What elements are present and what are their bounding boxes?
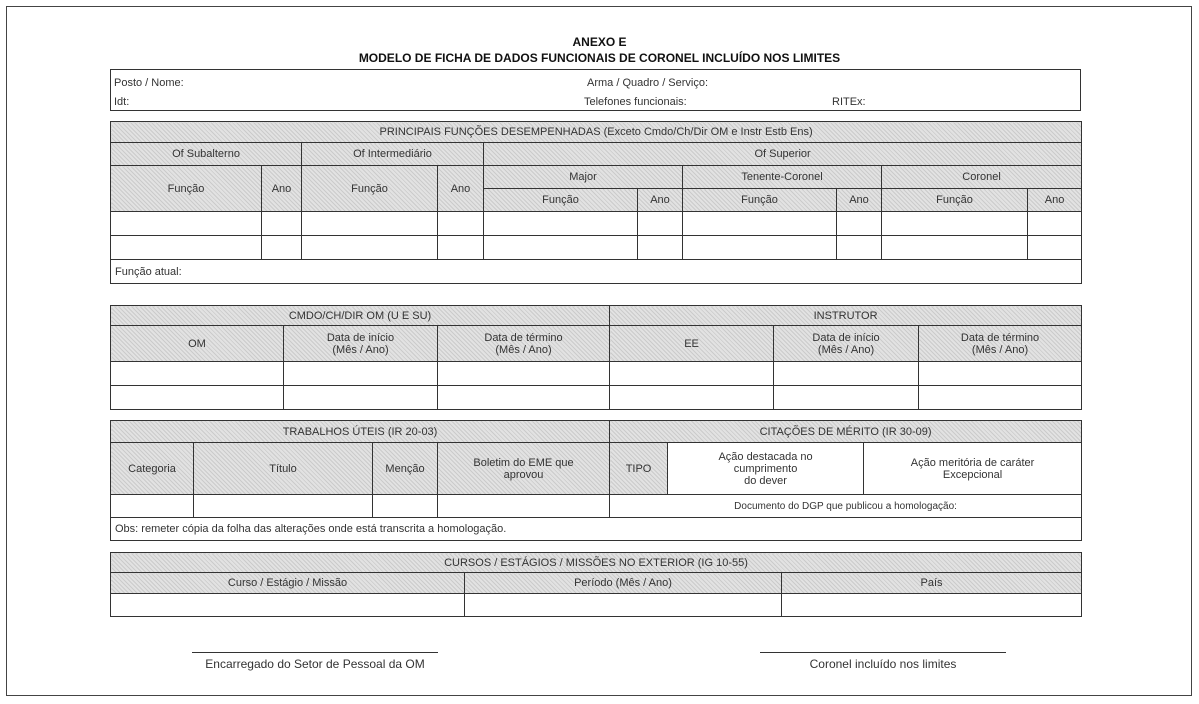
input-cell[interactable] — [774, 362, 919, 386]
signature-line-left — [192, 652, 438, 653]
funcoes-title: PRINCIPAIS FUNÇÕES DESEMPENHADAS (Exceto Cmdo/Ch/Dir OM e Instr Estb Ens) — [111, 122, 1082, 143]
of-intermediario-header: Of Intermediário — [302, 143, 484, 166]
trabalhos-citacoes-section — [110, 420, 1081, 541]
cmdo-inicio-header: Data de início (Mês / Ano) — [284, 326, 438, 362]
input-cell[interactable] — [262, 212, 302, 236]
funcao-header: Função — [302, 166, 438, 212]
input-cell[interactable] — [638, 236, 683, 260]
instrutor-inicio-header: Data de início (Mês / Ano) — [774, 326, 919, 362]
boletim-header: Boletim do EME que aprovou — [438, 443, 610, 495]
identification-box — [110, 69, 1081, 111]
funcao-header: Função — [683, 189, 837, 212]
instrutor-termino-header: Data de término (Mês / Ano) — [919, 326, 1082, 362]
signature-line-right — [760, 652, 1006, 653]
input-cell[interactable] — [373, 495, 438, 518]
instrutor-title: INSTRUTOR — [610, 306, 1082, 326]
periodo-header: Período (Mês / Ano) — [465, 573, 782, 594]
titulo-header: Título — [194, 443, 373, 495]
input-cell[interactable] — [284, 362, 438, 386]
input-cell[interactable] — [782, 594, 1082, 617]
telefones-funcionais-label: Telefones funcionais: — [584, 96, 687, 108]
input-cell[interactable] — [774, 386, 919, 410]
coronel-header: Coronel — [882, 166, 1082, 189]
input-cell[interactable] — [837, 212, 882, 236]
table-row — [111, 236, 1082, 260]
input-cell[interactable] — [302, 236, 438, 260]
input-cell[interactable] — [882, 212, 1028, 236]
input-cell[interactable] — [1028, 212, 1082, 236]
cursos-section — [110, 552, 1081, 617]
funcao-header: Função — [111, 166, 262, 212]
input-cell[interactable] — [111, 594, 465, 617]
table-row — [111, 495, 1082, 518]
posto-nome-label: Posto / Nome: — [114, 77, 184, 89]
ano-header: Ano — [1028, 189, 1082, 212]
cmdo-instrutor-section — [110, 305, 1081, 410]
idt-label: Idt: — [114, 96, 130, 108]
input-cell[interactable] — [438, 212, 484, 236]
ee-header: EE — [610, 326, 774, 362]
input-cell[interactable] — [284, 386, 438, 410]
input-cell[interactable] — [919, 362, 1082, 386]
funcao-header: Função — [484, 189, 638, 212]
input-cell[interactable] — [465, 594, 782, 617]
pais-header: País — [782, 573, 1082, 594]
input-cell[interactable] — [610, 362, 774, 386]
input-cell[interactable] — [111, 362, 284, 386]
input-cell[interactable] — [438, 495, 610, 518]
ano-header: Ano — [837, 189, 882, 212]
input-cell[interactable] — [111, 212, 262, 236]
tipo-header: TIPO — [610, 443, 668, 495]
input-cell[interactable] — [302, 212, 438, 236]
om-header: OM — [111, 326, 284, 362]
input-cell[interactable] — [919, 386, 1082, 410]
input-cell[interactable] — [262, 236, 302, 260]
funcoes-section — [110, 121, 1081, 284]
input-cell[interactable] — [882, 236, 1028, 260]
annex-label: ANEXO E — [572, 35, 627, 49]
input-cell[interactable] — [683, 236, 837, 260]
input-cell[interactable] — [484, 212, 638, 236]
curso-header: Curso / Estágio / Missão — [111, 573, 465, 594]
input-cell[interactable] — [438, 236, 484, 260]
obs-note: Obs: remeter cópia da folha das alterações onde está transcrita a homologação. — [111, 518, 1082, 541]
input-cell[interactable] — [837, 236, 882, 260]
mencao-header: Menção — [373, 443, 438, 495]
trabalhos-title: TRABALHOS ÚTEIS (IR 20-03) — [111, 421, 610, 443]
arma-quadro-servico-label: Arma / Quadro / Serviço: — [587, 77, 709, 89]
table-row — [111, 362, 1082, 386]
citacoes-title: CITAÇÕES DE MÉRITO (IR 30-09) — [610, 421, 1082, 443]
input-cell[interactable] — [111, 386, 284, 410]
acao-meritoria-option[interactable]: Ação meritória de caráter Excepcional — [864, 443, 1082, 495]
signature-left-label: Encarregado do Setor de Pessoal da OM — [205, 657, 425, 671]
ritex-label: RITEx: — [832, 96, 866, 108]
input-cell[interactable] — [638, 212, 683, 236]
table-row — [111, 386, 1082, 410]
input-cell[interactable] — [111, 495, 194, 518]
table-row — [111, 212, 1082, 236]
input-cell[interactable] — [1028, 236, 1082, 260]
documento-dgp-field[interactable]: Documento do DGP que publicou a homologação: — [610, 495, 1082, 518]
funcao-header: Função — [882, 189, 1028, 212]
input-cell[interactable] — [194, 495, 373, 518]
major-header: Major — [484, 166, 683, 189]
ano-header: Ano — [438, 166, 484, 212]
funcao-atual-field[interactable]: Função atual: — [111, 260, 1082, 284]
ano-header: Ano — [638, 189, 683, 212]
of-subalterno-header: Of Subalterno — [111, 143, 302, 166]
tenente-coronel-header: Tenente-Coronel — [683, 166, 882, 189]
input-cell[interactable] — [484, 236, 638, 260]
categoria-header: Categoria — [111, 443, 194, 495]
cmdo-title: CMDO/CH/DIR OM (U E SU) — [111, 306, 610, 326]
input-cell[interactable] — [438, 386, 610, 410]
acao-destacada-option[interactable]: Ação destacada no cumprimento do dever — [668, 443, 864, 495]
signature-right-label: Coronel incluído nos limites — [809, 657, 957, 671]
cursos-title: CURSOS / ESTÁGIOS / MISSÕES NO EXTERIOR (IG 10-55) — [111, 553, 1082, 573]
input-cell[interactable] — [683, 212, 837, 236]
of-superior-header: Of Superior — [484, 143, 1082, 166]
form-title: MODELO DE FICHA DE DADOS FUNCIONAIS DE CORONEL INCLUÍDO NOS LIMITES — [358, 51, 841, 65]
input-cell[interactable] — [111, 236, 262, 260]
table-row — [111, 594, 1082, 617]
ano-header: Ano — [262, 166, 302, 212]
cmdo-termino-header: Data de término (Mês / Ano) — [438, 326, 610, 362]
input-cell[interactable] — [438, 362, 610, 386]
input-cell[interactable] — [610, 386, 774, 410]
